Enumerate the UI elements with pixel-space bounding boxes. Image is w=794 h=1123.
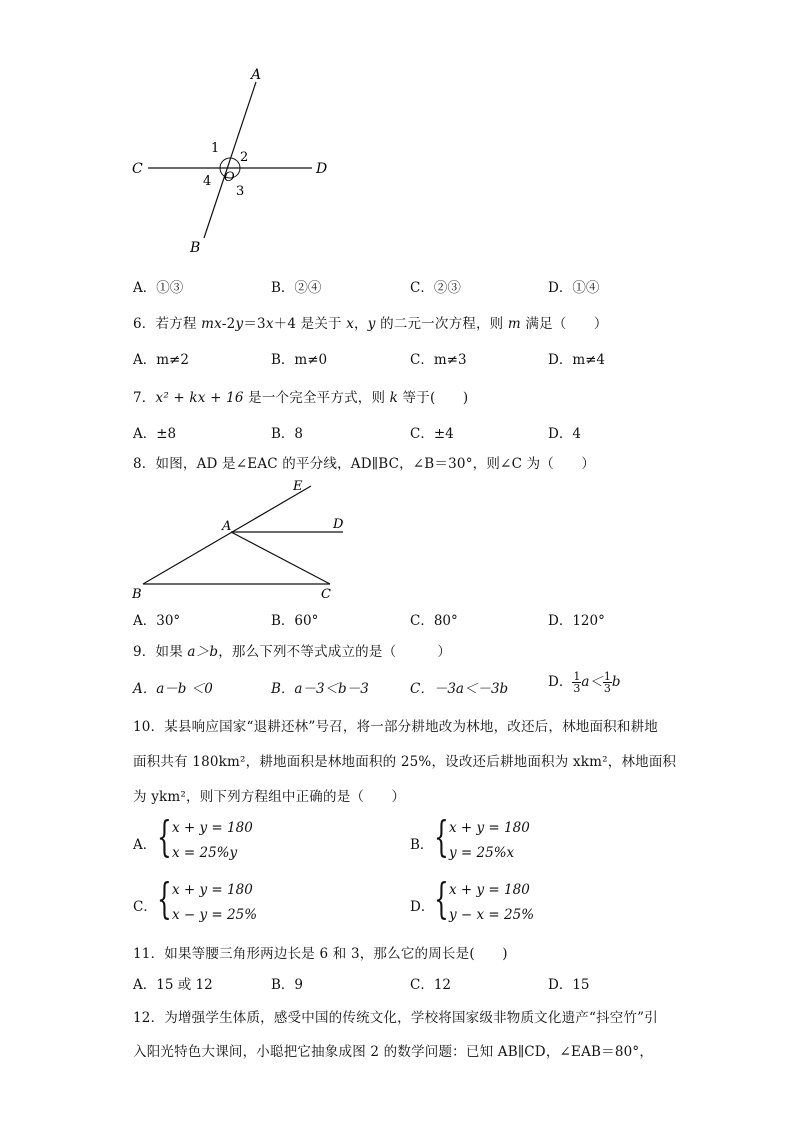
- q11-option-d: D．15: [548, 977, 590, 993]
- q10-option-d-brace: {: [434, 874, 449, 923]
- label-a: A: [222, 519, 232, 534]
- q6-option-b: B．m≠0: [271, 352, 328, 368]
- q8-option-c: C．80°: [410, 613, 458, 629]
- q8-option-b: B．60°: [271, 613, 319, 629]
- q7-option-d: D．4: [548, 426, 581, 442]
- q12-line-2: 入阳光特色大课间，小聪把它抽象成图 2 的数学问题：已知 AB∥CD，∠EAB＝80°，: [133, 1044, 654, 1060]
- label-a: A: [251, 67, 262, 83]
- q10-option-a-brace: {: [157, 812, 172, 861]
- figure-intersecting-lines: [120, 60, 350, 265]
- q6-option-d: D．m≠4: [548, 352, 606, 368]
- label-b: B: [132, 587, 142, 602]
- q10-option-c-eq2: x − y = 25%: [172, 907, 258, 923]
- q5-option-a: A．①③: [133, 280, 184, 296]
- label-c: C: [321, 587, 331, 602]
- q10-line-2: 面积共有 180km²，耕地面积是林地面积的 25%，设改还后耕地面积为 xkm²，林地面积: [133, 754, 677, 770]
- q9-option-a: A．a－b ＜0: [133, 681, 213, 697]
- q7-option-b: B．8: [271, 426, 304, 442]
- label-b: B: [190, 240, 201, 256]
- q8-stem: 8．如图，AD 是∠EAC 的平分线，AD∥BC，∠B＝30°，则∠C 为（ ）: [133, 456, 596, 472]
- segment-ba-e: [143, 486, 311, 584]
- label-c: C: [132, 161, 143, 177]
- q6-option-c: C．m≠3: [410, 352, 467, 368]
- figure-triangle-bisector: [125, 474, 365, 606]
- q10-option-a-eq2: x = 25%y: [172, 845, 238, 861]
- q6-option-a: A．m≠2: [133, 352, 189, 368]
- q11-option-b: B．9: [271, 977, 304, 993]
- angle-4: 4: [203, 174, 212, 189]
- label-d: D: [316, 161, 328, 177]
- q11-option-a: A．15 或 12: [133, 977, 213, 993]
- q9-option-d: D． $\frac{1}{3}$ a＜ $\frac{1}{3}$ b: [548, 670, 621, 695]
- q10-line-1: 10．某县响应国家“退耕还林”号召，将一部分耕地改为林地，改还后，林地面积和耕地: [133, 719, 658, 735]
- q5-option-d: D．①④: [548, 280, 600, 296]
- q12-line-1: 12．为增强学生体质，感受中国的传统文化，学校将国家级非物质文化遗产“抖空竹”引: [133, 1010, 658, 1026]
- label-e: E: [293, 479, 303, 494]
- q10-option-a-eq1: x + y = 180: [172, 820, 253, 836]
- q9-stem: 9．如果 a＞b，那么下列不等式成立的是（ ）: [133, 644, 452, 660]
- q11-option-c: C．12: [410, 977, 452, 993]
- q10-option-d-eq1: x + y = 180: [449, 882, 530, 898]
- q10-line-3: 为 ykm²，则下列方程组中正确的是（ ）: [133, 789, 406, 805]
- angle-3: 3: [236, 184, 245, 199]
- q10-option-a-label: A．: [133, 837, 157, 853]
- q10-option-c-label: C．: [133, 899, 157, 915]
- label-o: O: [224, 170, 235, 185]
- q6-stem: 6．若方程 mx-2y＝3x＋4 是关于 x，y 的二元一次方程，则 m 满足（ ）: [133, 316, 608, 332]
- q5-option-b: B．②④: [271, 280, 322, 296]
- angle-2: 2: [240, 150, 249, 165]
- q7-stem: 7．x² + kx + 16 是一个完全平方式，则 k 等于( ): [133, 390, 469, 406]
- q10-option-c-eq1: x + y = 180: [172, 882, 253, 898]
- q8-option-d: D．120°: [548, 613, 605, 629]
- q9-option-c: C．－3a＜－3b: [410, 681, 509, 697]
- q10-option-b-eq2: y = 25%x: [449, 845, 515, 861]
- q7-option-c: C．±4: [410, 426, 454, 442]
- q10-option-d-eq2: y − x = 25%: [449, 907, 535, 923]
- q10-option-c-brace: {: [157, 874, 172, 923]
- q10-option-d-label: D．: [410, 899, 435, 915]
- segment-ac: [231, 532, 330, 584]
- q8-option-a: A．30°: [133, 613, 181, 629]
- q11-stem: 11．如果等腰三角形两边长是 6 和 3，那么它的周长是( ): [133, 946, 508, 962]
- label-d: D: [333, 517, 344, 532]
- q5-option-c: C．②③: [410, 280, 461, 296]
- q10-option-b-brace: {: [434, 812, 449, 861]
- q10-option-b-label: B．: [410, 837, 434, 853]
- q10-option-b-eq1: x + y = 180: [449, 820, 530, 836]
- angle-1: 1: [211, 141, 220, 156]
- q7-option-a: A．±8: [133, 426, 177, 442]
- q9-option-b: B．a－3＜b－3: [271, 681, 369, 697]
